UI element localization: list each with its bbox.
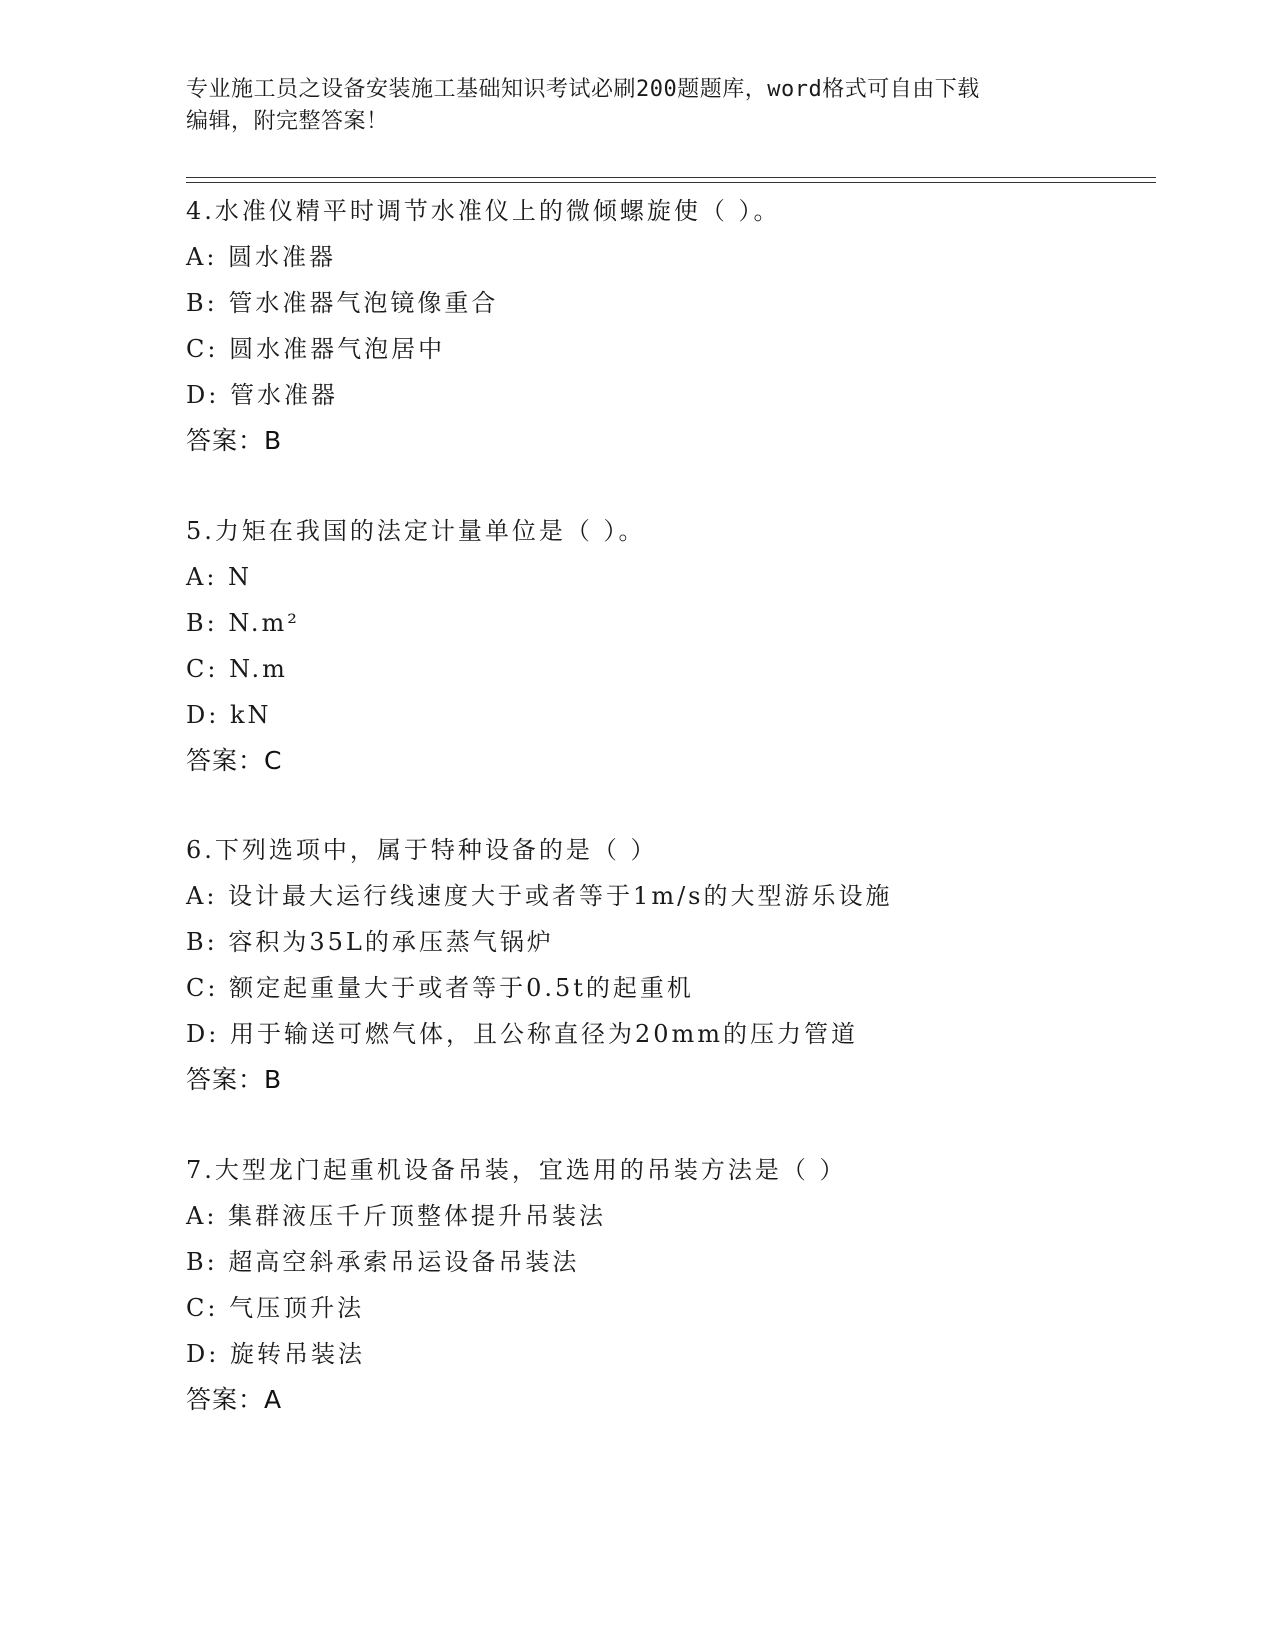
option-d: D: 旋转吊装法 [186, 1340, 365, 1368]
question-7 [186, 1147, 1186, 1423]
option-c: C: 气压顶升法 [186, 1294, 365, 1322]
option-a: A: 设计最大运行线速度大于或者等于1m/s的大型游乐设施 [186, 882, 893, 910]
option-d: D: 管水准器 [186, 381, 338, 409]
question-stem: 4.水准仪精平时调节水准仪上的微倾螺旋使（ ）。 [186, 197, 781, 225]
option-b: B: N.m² [186, 609, 300, 637]
header-line-1: 专业施工员之设备安装施工基础知识考试必刷200题题库，word格式可自由下载 [186, 77, 980, 102]
question-5 [186, 508, 1186, 784]
option-b: B: 超高空斜承索吊运设备吊装法 [186, 1248, 580, 1276]
option-b: B: 容积为35L的承压蒸气锅炉 [186, 928, 554, 956]
answer-line: 答案：B [186, 1065, 283, 1094]
option-c: C: 圆水准器气泡居中 [186, 335, 446, 363]
question-6 [186, 827, 1186, 1103]
option-a: A: 圆水准器 [186, 243, 337, 271]
option-a: A: 集群液压千斤顶整体提升吊装法 [186, 1202, 607, 1230]
option-d: D: kN [186, 701, 272, 729]
answer-line: 答案：C [186, 746, 283, 775]
header-divider-bottom [186, 182, 1156, 183]
option-a: A: N [186, 563, 253, 591]
question-4 [186, 188, 1186, 464]
option-c: C: N.m [186, 655, 288, 683]
answer-line: 答案：A [186, 1385, 283, 1414]
question-stem: 5.力矩在我国的法定计量单位是（ ）。 [186, 517, 646, 545]
option-d: D: 用于输送可燃气体，且公称直径为20mm的压力管道 [186, 1020, 859, 1048]
option-c: C: 额定起重量大于或者等于0.5t的起重机 [186, 974, 694, 1002]
header-divider-top [186, 177, 1156, 178]
question-stem: 6.下列选项中，属于特种设备的是（ ） [186, 836, 658, 864]
document-header [186, 74, 1086, 138]
answer-line: 答案：B [186, 426, 283, 455]
question-stem: 7.大型龙门起重机设备吊装，宜选用的吊装方法是（ ） [186, 1156, 847, 1184]
option-b: B: 管水准器气泡镜像重合 [186, 289, 499, 317]
header-line-2: 编辑，附完整答案！ [186, 109, 389, 134]
